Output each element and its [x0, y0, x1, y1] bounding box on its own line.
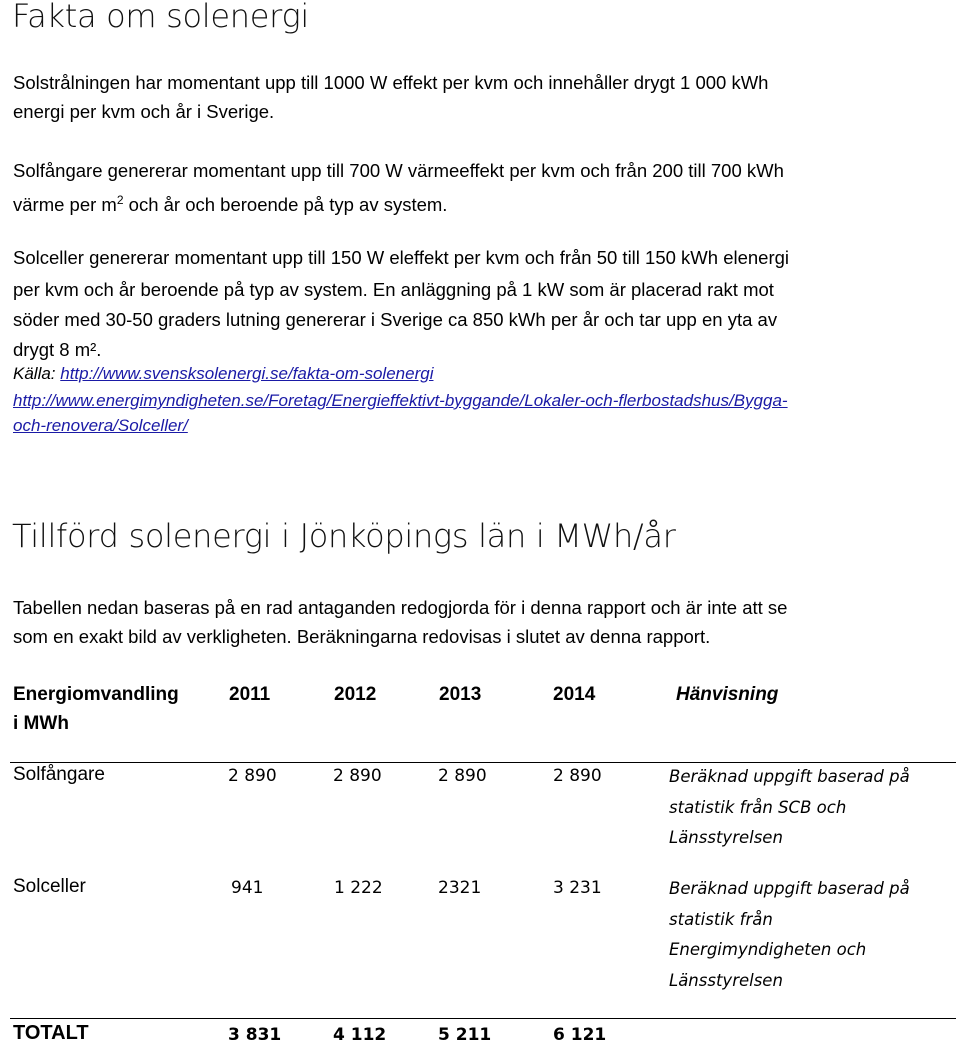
- paragraph-solar-radiation-line1: Solstrålningen har momentant upp till 1000 W effekt per kvm och innehåller drygt 1 000 kWh: [13, 72, 769, 93]
- link-energimyndigheten-line2[interactable]: och-renovera/Solceller/: [13, 416, 188, 435]
- header-energy-conversion: Energiomvandling: [13, 684, 179, 705]
- paragraph-solar-cells-line3: söder med 30-50 graders lutning genererar i Sverige ca 850 kWh per år och tar upp en yta av: [13, 309, 778, 330]
- row-label-total: TOTALT: [13, 1022, 89, 1044]
- header-year-2011: 2011: [229, 684, 271, 705]
- link-svensksolenergi[interactable]: http://www.svensksolenergi.se/fakta-om-solenergi: [60, 364, 434, 383]
- cell-solfangare-2013: 2 890: [438, 766, 487, 786]
- cell-solceller-2013: 2321: [438, 878, 482, 898]
- cell-solceller-2014: 3 231: [553, 878, 602, 898]
- intro-line2: som en exakt bild av verkligheten. Beräkningarna redovisas i slutet av denna rapport.: [13, 626, 711, 647]
- cell-solfangare-reference: Beräknad uppgift baserad på statistik från SCB och Länsstyrelsen: [669, 767, 910, 847]
- link-energimyndigheten-line1[interactable]: http://www.energimyndigheten.se/Foretag/Energieffektivt-byggande/Lokaler-och-flerbostadshus/Bygga-: [13, 391, 788, 410]
- header-year-2013: 2013: [439, 684, 482, 705]
- paragraph-solar-collectors-line2: värme per $m^2$ och år och beroende på typ av system.: [13, 193, 448, 216]
- cell-total-2014: 6 121: [553, 1025, 607, 1045]
- header-reference: Hänvisning: [676, 684, 779, 705]
- paragraph-solar-cells-line1: Solceller genererar momentant upp till 150 W eleffekt per kvm och från 50 till 150 kWh elenergi: [13, 247, 790, 268]
- cell-solceller-reference: Beräknad uppgift baserad på statistik från Energimyndigheten och Länsstyrelsen: [669, 879, 910, 990]
- paragraph-solar-cells-line4: drygt 8 m².: [13, 339, 102, 360]
- cell-solfangare-2014: 2 890: [553, 766, 602, 786]
- section-title: Tillförd solenergi i Jönköpings län i MWh/år: [12, 517, 676, 555]
- source-line: [13, 364, 433, 384]
- row-label-solceller: Solceller: [13, 876, 86, 897]
- cell-total-2012: 4 112: [333, 1025, 387, 1045]
- header-year-2012: 2012: [334, 684, 377, 705]
- cell-solceller-2012: 1 222: [334, 878, 383, 898]
- source-label: Källa:: [13, 364, 61, 383]
- cell-solfangare-2012: 2 890: [333, 766, 382, 786]
- cell-solceller-2011: 941: [231, 878, 264, 898]
- paragraph-solar-cells-line2: per kvm och år beroende på typ av system. En anläggning på 1 kW som är placerad rakt mot: [13, 279, 774, 300]
- table-total-divider: [10, 1018, 956, 1019]
- intro-line1: Tabellen nedan baseras på en rad antaganden redogjorda för i denna rapport och är inte att se: [13, 597, 788, 618]
- paragraph-solar-collectors-line1: Solfångare genererar momentant upp till 700 W värmeeffekt per kvm och från 200 till 700 kWh: [13, 160, 784, 181]
- header-unit: i MWh: [13, 713, 69, 734]
- paragraph-solar-radiation-line2: energi per kvm och år i Sverige.: [13, 101, 275, 122]
- header-year-2014: 2014: [553, 684, 596, 705]
- row-label-solfangare: Solfångare: [13, 764, 105, 785]
- cell-solfangare-2011: 2 890: [228, 766, 277, 786]
- page-title: Fakta om solenergi: [12, 0, 309, 35]
- cell-total-2013: 5 211: [438, 1025, 492, 1045]
- cell-total-2011: 3 831: [228, 1025, 282, 1045]
